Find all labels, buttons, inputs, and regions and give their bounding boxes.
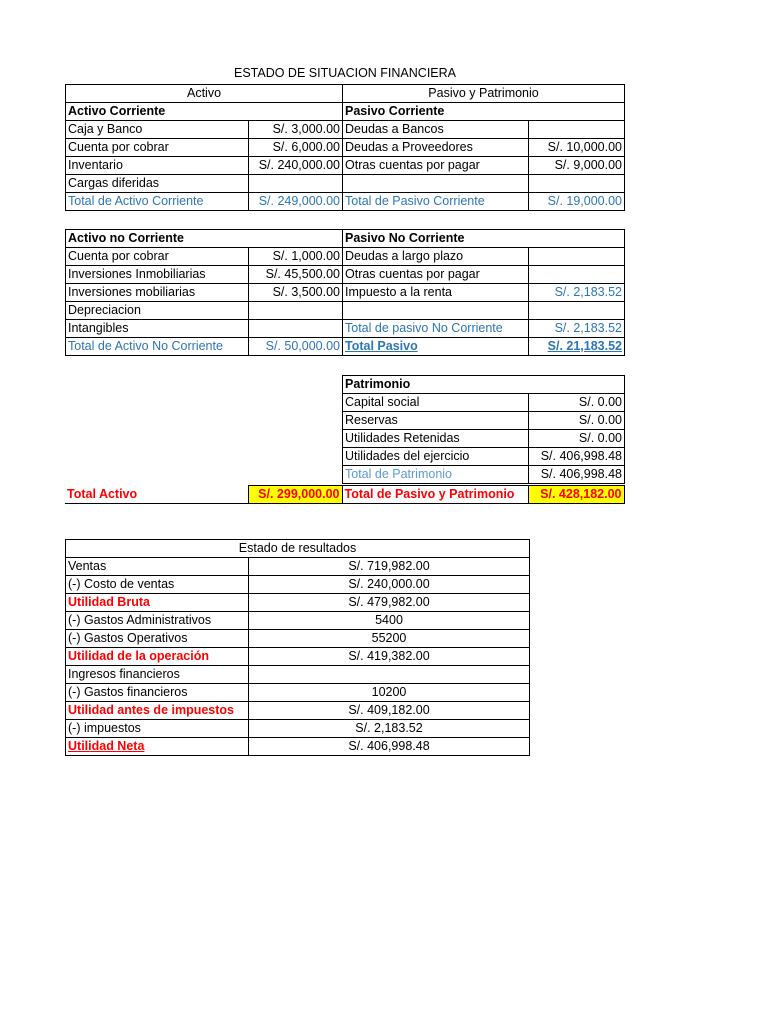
section-label: Activo no Corriente — [66, 230, 343, 248]
cell: S/. 45,500.00 — [249, 266, 343, 284]
cell: S/. 240,000.00 — [249, 576, 530, 594]
table-row — [66, 175, 625, 193]
section-label: Pasivo Corriente — [343, 103, 625, 121]
table-row — [66, 266, 625, 284]
cell: S/. 2,183.52 — [529, 284, 625, 302]
cell — [529, 302, 625, 320]
total-activo-value: S/. 299,000.00 — [248, 486, 342, 504]
noncurrent-table — [65, 229, 625, 356]
header-pasivo-patrimonio: Pasivo y Patrimonio — [343, 85, 625, 103]
cell: (-) impuestos — [66, 720, 249, 738]
cell: 55200 — [249, 630, 530, 648]
cell — [249, 175, 343, 193]
cell — [343, 302, 529, 320]
cell: Depreciacion — [66, 302, 249, 320]
cell: Inversiones Inmobiliarias — [66, 266, 249, 284]
section-label: Pasivo No Corriente — [343, 230, 625, 248]
cell: S/. 0.00 — [529, 430, 625, 448]
table-row — [66, 284, 625, 302]
table-row — [343, 430, 625, 448]
cell: Inventario — [66, 157, 249, 175]
cell: Otras cuentas por pagar — [343, 266, 529, 284]
table-row — [66, 594, 530, 612]
table-row — [343, 394, 625, 412]
cell: S/. 240,000.00 — [249, 157, 343, 175]
current-table — [65, 84, 625, 211]
cell — [529, 175, 625, 193]
total-activo-no-corriente-label: Total de Activo No Corriente — [66, 338, 249, 356]
table-row — [66, 193, 625, 211]
table-row — [343, 466, 625, 484]
table-row — [66, 230, 625, 248]
total-patrimonio-label: Total de Patrimonio — [343, 466, 529, 484]
table-row — [65, 486, 624, 504]
cell: Caja y Banco — [66, 121, 249, 139]
table-row — [66, 248, 625, 266]
total-pasivo-corriente-value: S/. 19,000.00 — [529, 193, 625, 211]
cell: S/. 3,000.00 — [249, 121, 343, 139]
cell — [529, 121, 625, 139]
table-row — [66, 684, 530, 702]
table-row — [66, 338, 625, 356]
table-row — [66, 648, 530, 666]
total-pasivo-label: Total Pasivo — [343, 338, 529, 356]
table-row — [66, 666, 530, 684]
total-activo-no-corriente-value: S/. 50,000.00 — [249, 338, 343, 356]
cell: Intangibles — [66, 320, 249, 338]
cell — [249, 320, 343, 338]
table-row — [66, 85, 625, 103]
header-activo: Activo — [66, 85, 343, 103]
cell: (-) Gastos Administrativos — [66, 612, 249, 630]
total-pasivo-no-corriente-value: S/. 2,183.52 — [529, 320, 625, 338]
table-row — [343, 376, 625, 394]
table-row — [66, 630, 530, 648]
section-label: Activo Corriente — [66, 103, 343, 121]
table-row — [343, 412, 625, 430]
cell — [529, 248, 625, 266]
cell: Otras cuentas por pagar — [343, 157, 529, 175]
cell: Capital social — [343, 394, 529, 412]
table-row — [343, 448, 625, 466]
income-table — [65, 539, 530, 756]
cell: (-) Gastos Operativos — [66, 630, 249, 648]
utilidad-antes-impuestos-label: Utilidad antes de impuestos — [66, 702, 249, 720]
cell: 5400 — [249, 612, 530, 630]
cell: Ingresos financieros — [66, 666, 249, 684]
table-row — [66, 139, 625, 157]
cell: Cuenta por cobrar — [66, 248, 249, 266]
cell: Cuenta por cobrar — [66, 139, 249, 157]
total-activo-corriente-value: S/. 249,000.00 — [249, 193, 343, 211]
section-label: Patrimonio — [343, 376, 625, 394]
table-row — [66, 738, 530, 756]
cell: S/. 419,382.00 — [249, 648, 530, 666]
total-patrimonio-value: S/. 406,998.48 — [529, 466, 625, 484]
table-row — [66, 121, 625, 139]
cell: Utilidades Retenidas — [343, 430, 529, 448]
cell — [249, 666, 530, 684]
cell: S/. 406,998.48 — [249, 738, 530, 756]
cell: S/. 9,000.00 — [529, 157, 625, 175]
cell: S/. 2,183.52 — [249, 720, 530, 738]
cell: Deudas a Proveedores — [343, 139, 529, 157]
table-row — [66, 576, 530, 594]
cell: Inversiones mobiliarias — [66, 284, 249, 302]
total-pasivo-value: S/. 21,183.52 — [529, 338, 625, 356]
cell: S/. 0.00 — [529, 412, 625, 430]
total-pasivo-no-corriente-label: Total de pasivo No Corriente — [343, 320, 529, 338]
cell — [529, 266, 625, 284]
table-row — [66, 612, 530, 630]
cell: S/. 719,982.00 — [249, 558, 530, 576]
income-title: Estado de resultados — [66, 540, 530, 558]
utilidad-operacion-label: Utilidad de la operación — [66, 648, 249, 666]
utilidad-bruta-label: Utilidad Bruta — [66, 594, 249, 612]
cell: S/. 406,998.48 — [529, 448, 625, 466]
cell: Impuesto a la renta — [343, 284, 529, 302]
total-activo-label: Total Activo — [65, 486, 248, 504]
table-row — [66, 157, 625, 175]
cell — [343, 175, 529, 193]
table-row — [66, 302, 625, 320]
cell: S/. 409,182.00 — [249, 702, 530, 720]
cell: (-) Gastos financieros — [66, 684, 249, 702]
cell: S/. 479,982.00 — [249, 594, 530, 612]
utilidad-neta-label: Utilidad Neta — [66, 738, 249, 756]
table-row — [66, 702, 530, 720]
cell: Reservas — [343, 412, 529, 430]
cell: S/. 1,000.00 — [249, 248, 343, 266]
table-row — [66, 558, 530, 576]
total-pasivo-patrimonio-value: S/. 428,182.00 — [528, 486, 624, 504]
cell: Deudas a Bancos — [343, 121, 529, 139]
cell: Ventas — [66, 558, 249, 576]
cell: Utilidades del ejercicio — [343, 448, 529, 466]
cell: (-) Costo de ventas — [66, 576, 249, 594]
table-row — [66, 540, 530, 558]
balance-title: ESTADO DE SITUACION FINANCIERA — [233, 66, 456, 80]
cell: S/. 6,000.00 — [249, 139, 343, 157]
totals-table — [65, 485, 625, 504]
cell: Cargas diferidas — [66, 175, 249, 193]
table-row — [66, 720, 530, 738]
cell — [249, 302, 343, 320]
equity-table — [342, 375, 625, 484]
cell: S/. 10,000.00 — [529, 139, 625, 157]
cell: 10200 — [249, 684, 530, 702]
table-row — [66, 103, 625, 121]
total-pasivo-corriente-label: Total de Pasivo Corriente — [343, 193, 529, 211]
table-row — [66, 320, 625, 338]
total-activo-corriente-label: Total de Activo Corriente — [66, 193, 249, 211]
cell: S/. 3,500.00 — [249, 284, 343, 302]
cell: Deudas a largo plazo — [343, 248, 529, 266]
cell: S/. 0.00 — [529, 394, 625, 412]
total-pasivo-patrimonio-label: Total de Pasivo y Patrimonio — [342, 486, 528, 504]
